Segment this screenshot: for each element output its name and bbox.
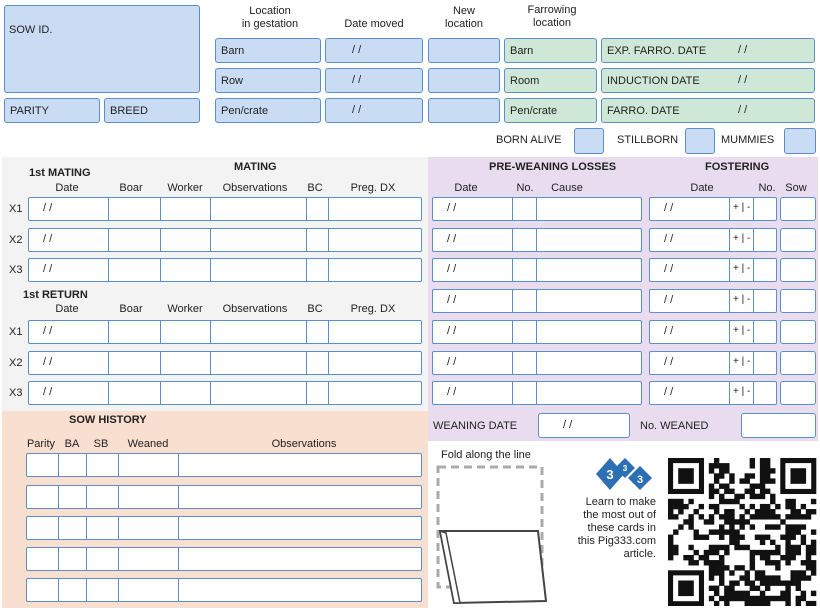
no-weaned-label: No. WEANED — [640, 420, 709, 432]
born-alive-label: BORN ALIVE — [496, 134, 562, 146]
gestation-label: Pen/crate — [221, 104, 269, 117]
sow-id-field[interactable] — [4, 5, 200, 93]
sow-id-label: SOW ID. — [9, 24, 53, 36]
farrowing-label: Room — [510, 74, 540, 87]
table-cell[interactable] — [29, 198, 109, 220]
table-cell[interactable] — [307, 352, 329, 374]
table-cell[interactable] — [161, 321, 211, 343]
fostering-row[interactable] — [649, 381, 777, 405]
table-cell[interactable] — [109, 321, 161, 343]
table-cell[interactable] — [109, 352, 161, 374]
table-cell[interactable] — [329, 198, 421, 220]
table-cell[interactable] — [211, 229, 307, 251]
table-cell[interactable] — [211, 382, 307, 404]
table-cell[interactable] — [59, 486, 87, 508]
table-cell[interactable] — [119, 454, 179, 476]
fold-label: Fold along the line — [441, 449, 531, 461]
date-placeholder: / / — [447, 294, 457, 306]
date-placeholder: / / — [352, 74, 362, 86]
farrowing-date-field-0[interactable] — [601, 38, 815, 63]
farrowing-location-header: Farrowing location — [527, 4, 577, 29]
table-cell[interactable] — [211, 259, 307, 281]
table-cell[interactable] — [161, 198, 211, 220]
logo-digit-1: 3 — [606, 467, 614, 482]
farrowing-date-label: INDUCTION DATE — [607, 74, 700, 87]
date-placeholder: / / — [738, 74, 748, 86]
table-cell[interactable] — [754, 259, 776, 281]
table-cell[interactable] — [87, 517, 119, 539]
date-placeholder: / / — [43, 386, 53, 398]
farrowing-field-0[interactable] — [504, 38, 597, 63]
first-mating-row-label: X1 — [9, 203, 23, 215]
table-cell[interactable] — [730, 352, 754, 374]
date-moved-field-0[interactable] — [325, 38, 423, 63]
first-return-col-header: Worker — [167, 303, 203, 315]
gestation-label: Row — [221, 74, 244, 87]
new-location-header: New location — [445, 5, 483, 30]
table-cell[interactable] — [179, 454, 421, 476]
table-cell[interactable] — [433, 229, 513, 251]
table-cell[interactable] — [650, 321, 730, 343]
parity-label: PARITY — [10, 104, 49, 117]
table-cell[interactable] — [161, 259, 211, 281]
table-cell[interactable] — [329, 229, 421, 251]
table-cell[interactable] — [433, 198, 513, 220]
first-return-col-header: BC — [307, 303, 323, 315]
gestation-field-1[interactable] — [215, 68, 321, 93]
date-placeholder: / / — [447, 202, 457, 214]
table-cell[interactable] — [329, 259, 421, 281]
new-location-field-2[interactable] — [428, 98, 500, 123]
table-cell[interactable] — [730, 259, 754, 281]
table-cell[interactable] — [433, 321, 513, 343]
table-cell[interactable] — [59, 454, 87, 476]
first-return-row[interactable] — [28, 381, 422, 405]
date-placeholder: / / — [447, 325, 457, 337]
born-alive-field[interactable] — [574, 128, 604, 154]
fostering-sow-field[interactable] — [780, 381, 816, 405]
table-cell[interactable] — [119, 517, 179, 539]
plus-minus-sign: + | - — [733, 386, 751, 397]
losses-col-header: Date — [454, 182, 478, 194]
first-return-row-label: X3 — [9, 387, 23, 399]
table-cell[interactable] — [59, 548, 87, 570]
first-return-label: 1st RETURN — [23, 289, 88, 301]
farrowing-date-label: EXP. FARRO. DATE — [607, 44, 707, 57]
fold-illustration — [434, 463, 554, 608]
first-mating-col-header: Observations — [222, 182, 288, 194]
table-cell[interactable] — [27, 454, 59, 476]
fostering-row[interactable] — [649, 320, 777, 344]
table-cell[interactable] — [537, 198, 641, 220]
table-cell[interactable] — [754, 321, 776, 343]
table-cell[interactable] — [513, 290, 537, 312]
table-cell[interactable] — [537, 321, 641, 343]
table-cell[interactable] — [27, 548, 59, 570]
table-cell[interactable] — [87, 579, 119, 601]
losses-row[interactable] — [432, 381, 642, 405]
date-placeholder: / / — [43, 202, 53, 214]
fostering-col-header: Sow — [785, 182, 807, 194]
table-cell[interactable] — [730, 290, 754, 312]
gestation-label: Barn — [221, 44, 245, 57]
date-placeholder: / / — [664, 386, 674, 398]
date-placeholder: / / — [352, 44, 362, 56]
date-placeholder: / / — [664, 233, 674, 245]
table-cell[interactable] — [211, 352, 307, 374]
fostering-row[interactable] — [649, 351, 777, 375]
losses-col-header: Cause — [551, 182, 583, 194]
parity-field[interactable] — [4, 98, 100, 123]
no-weaned-field[interactable] — [741, 413, 816, 438]
table-cell[interactable] — [730, 321, 754, 343]
table-cell[interactable] — [27, 517, 59, 539]
mummies-label: MUMMIES — [721, 134, 775, 146]
table-cell[interactable] — [307, 382, 329, 404]
fostering-sow-field[interactable] — [780, 228, 816, 252]
table-cell[interactable] — [730, 198, 754, 220]
weaning-date-label: WEANING DATE — [433, 420, 518, 432]
table-cell[interactable] — [161, 382, 211, 404]
fostering-sow-field[interactable] — [780, 197, 816, 221]
losses-row[interactable] — [432, 289, 642, 313]
table-cell[interactable] — [179, 486, 421, 508]
logo-digit-2: 3 — [622, 464, 628, 473]
fostering-sow-field[interactable] — [780, 258, 816, 282]
first-mating-row[interactable] — [28, 258, 422, 282]
fostering-col-header: Date — [690, 182, 714, 194]
losses-row[interactable] — [432, 228, 642, 252]
table-cell[interactable] — [513, 321, 537, 343]
farrowing-label: Barn — [510, 44, 534, 57]
first-mating-col-header: Boar — [119, 182, 143, 194]
first-mating-col-header: Date — [55, 182, 79, 194]
date-placeholder: / / — [664, 356, 674, 368]
plus-minus-sign: + | - — [733, 202, 751, 213]
pre-weaning-losses-title: PRE-WEANING LOSSES — [489, 161, 617, 173]
table-cell[interactable] — [59, 517, 87, 539]
first-return-col-header: Boar — [119, 303, 143, 315]
table-cell[interactable] — [161, 352, 211, 374]
table-cell[interactable] — [513, 382, 537, 404]
farrowing-date-label: FARRO. DATE — [607, 104, 680, 117]
table-cell[interactable] — [433, 290, 513, 312]
date-placeholder: / / — [352, 104, 362, 116]
table-cell[interactable] — [754, 382, 776, 404]
date-placeholder: / / — [738, 44, 748, 56]
first-return-row-label: X1 — [9, 326, 23, 338]
mummies-field[interactable] — [784, 128, 816, 154]
table-cell[interactable] — [650, 352, 730, 374]
first-return-col-header: Date — [55, 303, 79, 315]
first-mating-col-header: Preg. DX — [350, 182, 396, 194]
first-return-col-header: Observations — [222, 303, 288, 315]
table-cell[interactable] — [730, 382, 754, 404]
table-cell[interactable] — [119, 579, 179, 601]
table-cell[interactable] — [433, 259, 513, 281]
table-cell[interactable] — [650, 382, 730, 404]
first-mating-row[interactable] — [28, 228, 422, 252]
plus-minus-sign: + | - — [733, 356, 751, 367]
table-cell[interactable] — [513, 352, 537, 374]
plus-minus-sign: + | - — [733, 294, 751, 305]
table-cell[interactable] — [87, 548, 119, 570]
table-cell[interactable] — [29, 229, 109, 251]
date-placeholder: / / — [447, 356, 457, 368]
first-mating-row[interactable] — [28, 197, 422, 221]
history-col-header: Parity — [26, 438, 56, 450]
new-location-field-1[interactable] — [428, 68, 500, 93]
table-cell[interactable] — [29, 382, 109, 404]
weaning-date-placeholder: / / — [563, 419, 573, 431]
date-placeholder: / / — [664, 294, 674, 306]
table-cell[interactable] — [119, 548, 179, 570]
date-placeholder: / / — [43, 263, 53, 275]
losses-col-header: No. — [516, 182, 534, 194]
first-return-row[interactable] — [28, 351, 422, 375]
history-col-header: Weaned — [127, 438, 169, 450]
breed-field[interactable] — [104, 98, 200, 123]
first-mating-row-label: X3 — [9, 264, 23, 276]
table-cell[interactable] — [109, 198, 161, 220]
table-cell[interactable] — [537, 259, 641, 281]
farrowing-label: Pen/crate — [510, 104, 558, 117]
table-cell[interactable] — [179, 517, 421, 539]
table-cell[interactable] — [537, 382, 641, 404]
losses-row[interactable] — [432, 320, 642, 344]
table-cell[interactable] — [179, 548, 421, 570]
date-placeholder: / / — [447, 263, 457, 275]
table-cell[interactable] — [433, 382, 513, 404]
table-cell[interactable] — [329, 382, 421, 404]
table-cell[interactable] — [537, 290, 641, 312]
table-cell[interactable] — [119, 486, 179, 508]
table-cell[interactable] — [329, 321, 421, 343]
table-cell[interactable] — [754, 198, 776, 220]
plus-minus-sign: + | - — [733, 263, 751, 274]
table-cell[interactable] — [307, 198, 329, 220]
table-cell[interactable] — [329, 352, 421, 374]
fostering-sow-field[interactable] — [780, 351, 816, 375]
fostering-col-header: No. — [758, 182, 776, 194]
date-placeholder: / / — [43, 325, 53, 337]
table-cell[interactable] — [109, 259, 161, 281]
gestation-field-0[interactable] — [215, 38, 321, 63]
table-cell[interactable] — [650, 259, 730, 281]
first-return-row-label: X2 — [9, 357, 23, 369]
table-cell[interactable] — [29, 259, 109, 281]
fostering-row[interactable] — [649, 258, 777, 282]
table-cell[interactable] — [433, 352, 513, 374]
fostering-row[interactable] — [649, 289, 777, 313]
sow-history-title: SOW HISTORY — [69, 414, 147, 426]
farrowing-date-field-2[interactable] — [601, 98, 815, 123]
table-cell[interactable] — [650, 229, 730, 251]
farrowing-field-2[interactable] — [504, 98, 597, 123]
date-placeholder: / / — [664, 263, 674, 275]
history-row[interactable] — [26, 485, 422, 509]
stillborn-field[interactable] — [685, 128, 715, 154]
table-cell[interactable] — [307, 229, 329, 251]
history-col-header: Observations — [271, 438, 337, 450]
date-placeholder: / / — [664, 325, 674, 337]
table-cell[interactable] — [87, 454, 119, 476]
history-row[interactable] — [26, 516, 422, 540]
history-row[interactable] — [26, 547, 422, 571]
table-cell[interactable] — [754, 352, 776, 374]
table-cell[interactable] — [513, 198, 537, 220]
losses-row[interactable] — [432, 351, 642, 375]
breed-label: BREED — [110, 104, 148, 117]
pig333-logo-icon — [594, 456, 656, 492]
stillborn-label: STILLBORN — [617, 134, 679, 146]
first-mating-row-label: X2 — [9, 234, 23, 246]
table-cell[interactable] — [754, 229, 776, 251]
table-cell[interactable] — [754, 290, 776, 312]
gestation-field-2[interactable] — [215, 98, 321, 123]
table-cell[interactable] — [179, 579, 421, 601]
promo-text: Learn to make the most out of these cards in this Pig333.com article. — [577, 496, 656, 560]
table-cell[interactable] — [513, 259, 537, 281]
losses-row[interactable] — [432, 197, 642, 221]
date-moved-field-1[interactable] — [325, 68, 423, 93]
plus-minus-sign: + | - — [733, 325, 751, 336]
fostering-row[interactable] — [649, 228, 777, 252]
table-cell[interactable] — [537, 352, 641, 374]
table-cell[interactable] — [537, 229, 641, 251]
table-cell[interactable] — [650, 198, 730, 220]
table-cell[interactable] — [109, 229, 161, 251]
history-row[interactable] — [26, 578, 422, 602]
date-placeholder: / / — [738, 104, 748, 116]
plus-minus-sign: + | - — [733, 233, 751, 244]
fostering-sow-field[interactable] — [780, 320, 816, 344]
losses-row[interactable] — [432, 258, 642, 282]
first-return-col-header: Preg. DX — [350, 303, 396, 315]
table-cell[interactable] — [307, 259, 329, 281]
qr-code[interactable] — [668, 458, 818, 606]
mating-title: MATING — [234, 161, 277, 173]
date-placeholder: / / — [447, 386, 457, 398]
date-placeholder: / / — [43, 233, 53, 245]
date-placeholder: / / — [43, 356, 53, 368]
table-cell[interactable] — [211, 321, 307, 343]
table-cell[interactable] — [161, 229, 211, 251]
table-cell[interactable] — [650, 290, 730, 312]
table-cell[interactable] — [730, 229, 754, 251]
location-gestation-header: Location in gestation — [241, 5, 299, 30]
first-return-row[interactable] — [28, 320, 422, 344]
table-cell[interactable] — [87, 486, 119, 508]
table-cell[interactable] — [29, 321, 109, 343]
date-moved-field-2[interactable] — [325, 98, 423, 123]
date-placeholder: / / — [664, 202, 674, 214]
table-cell[interactable] — [307, 321, 329, 343]
table-cell[interactable] — [27, 486, 59, 508]
table-cell[interactable] — [211, 198, 307, 220]
table-cell[interactable] — [59, 579, 87, 601]
first-mating-label: 1st MATING — [29, 167, 91, 179]
farrowing-field-1[interactable] — [504, 68, 597, 93]
table-cell[interactable] — [109, 382, 161, 404]
fostering-row[interactable] — [649, 197, 777, 221]
history-col-header: SB — [93, 438, 109, 450]
table-cell[interactable] — [513, 229, 537, 251]
first-mating-col-header: Worker — [167, 182, 203, 194]
history-row[interactable] — [26, 453, 422, 477]
table-cell[interactable] — [27, 579, 59, 601]
history-col-header: BA — [64, 438, 80, 450]
table-cell[interactable] — [29, 352, 109, 374]
weaning-date-field[interactable] — [538, 413, 630, 438]
fostering-sow-field[interactable] — [780, 289, 816, 313]
fostering-title: FOSTERING — [705, 161, 770, 173]
date-placeholder: / / — [447, 233, 457, 245]
new-location-field-0[interactable] — [428, 38, 500, 63]
first-mating-col-header: BC — [307, 182, 323, 194]
farrowing-date-field-1[interactable] — [601, 68, 815, 93]
date-moved-header: Date moved — [344, 18, 404, 30]
logo-digit-3: 3 — [636, 474, 644, 486]
